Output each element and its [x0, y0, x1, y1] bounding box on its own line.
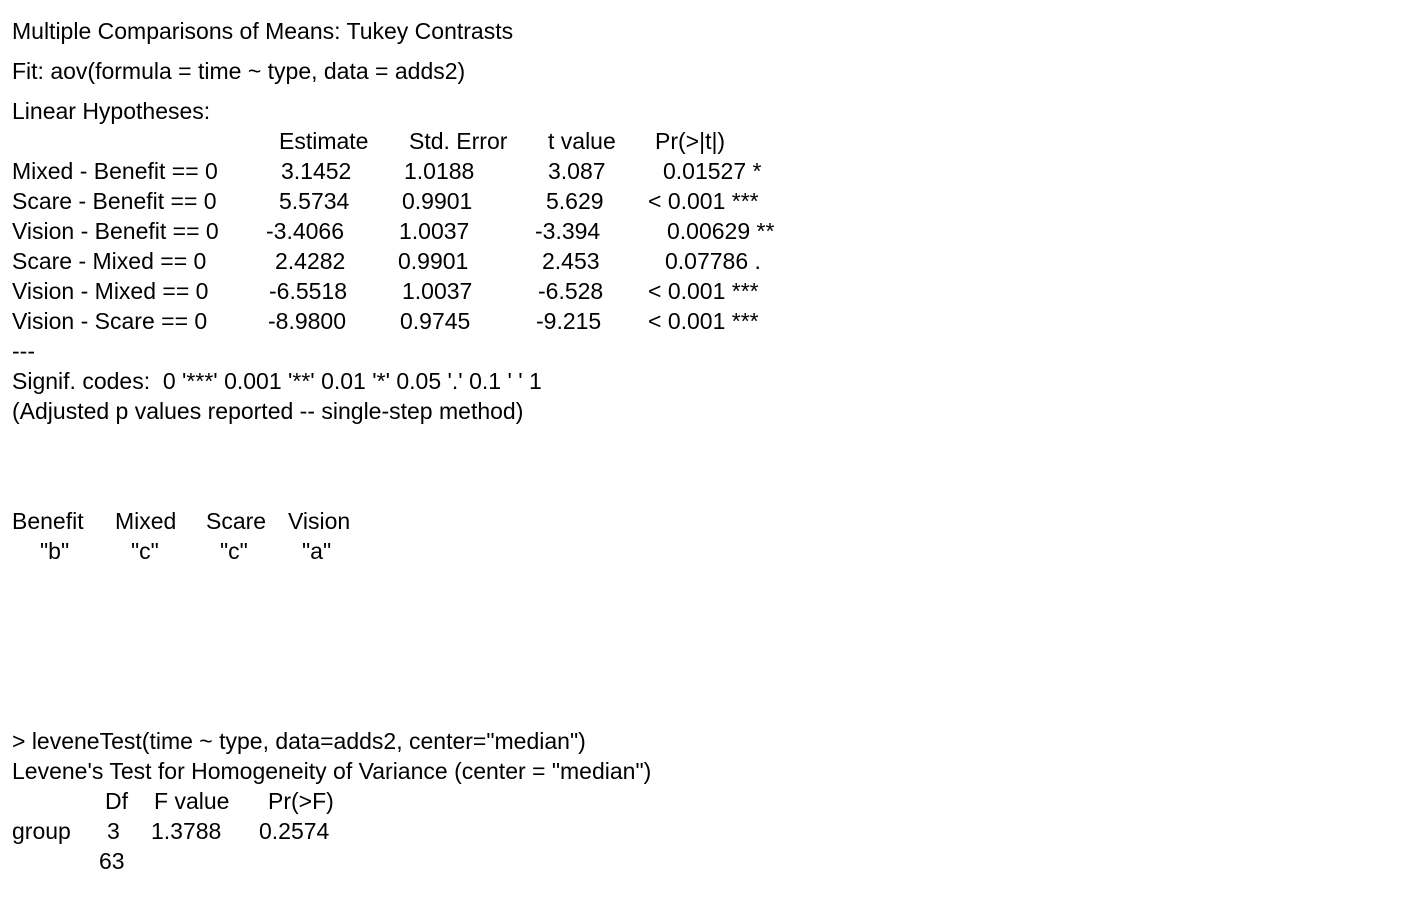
- row-std-error: 1.0188: [404, 158, 475, 184]
- separator: ---: [12, 338, 35, 364]
- tukey-title: Multiple Comparisons of Means: Tukey Contrasts: [12, 18, 514, 44]
- row-std-error: 0.9901: [402, 188, 473, 214]
- levene-group-p-value: 0.2574: [259, 818, 330, 844]
- linear-hypotheses-label: Linear Hypotheses:: [12, 98, 211, 124]
- row-estimate: -8.9800: [268, 308, 347, 334]
- levene-group-label: group: [12, 818, 71, 844]
- levene-title: Levene's Test for Homogeneity of Variance (center = "median"): [12, 758, 652, 784]
- row-t-value: 2.453: [542, 248, 600, 274]
- levene-group-f-value: 1.3788: [151, 818, 222, 844]
- group-name: Scare: [206, 508, 267, 534]
- levene-header-df: Df: [105, 788, 128, 814]
- group-letter: "c": [220, 538, 248, 564]
- row-label: Vision - Benefit == 0: [12, 218, 219, 244]
- levene-header-p-value: Pr(>F): [268, 788, 334, 814]
- row-std-error: 1.0037: [402, 278, 473, 304]
- row-label: Scare - Mixed == 0: [12, 248, 207, 274]
- group-name: Benefit: [12, 508, 84, 534]
- levene-residual-df: 63: [99, 848, 125, 874]
- row-std-error: 0.9901: [398, 248, 469, 274]
- group-name: Vision: [288, 508, 351, 534]
- row-p-value: < 0.001 ***: [648, 188, 759, 214]
- signif-codes: Signif. codes: 0 '***' 0.001 '**' 0.01 '*' 0.05 '.' 0.1 ' ' 1: [12, 368, 542, 394]
- header-t-value: t value: [548, 128, 616, 154]
- row-t-value: 5.629: [546, 188, 604, 214]
- header-p-value: Pr(>|t|): [655, 128, 726, 154]
- header-estimate: Estimate: [279, 128, 369, 154]
- row-t-value: -3.394: [535, 218, 601, 244]
- row-t-value: 3.087: [548, 158, 606, 184]
- row-std-error: 0.9745: [400, 308, 471, 334]
- tukey-fit-formula: Fit: aov(formula = time ~ type, data = adds2): [12, 58, 466, 84]
- row-label: Mixed - Benefit == 0: [12, 158, 218, 184]
- row-estimate: -3.4066: [266, 218, 345, 244]
- group-letter: "c": [131, 538, 159, 564]
- row-p-value: < 0.001 ***: [648, 278, 759, 304]
- group-letter: "a": [302, 538, 332, 564]
- row-label: Scare - Benefit == 0: [12, 188, 217, 214]
- row-t-value: -9.215: [536, 308, 602, 334]
- row-label: Vision - Mixed == 0: [12, 278, 209, 304]
- row-p-value: 0.01527 *: [663, 158, 762, 184]
- row-p-value: < 0.001 ***: [648, 308, 759, 334]
- group-letter: "b": [40, 538, 70, 564]
- row-p-value: 0.00629 **: [667, 218, 775, 244]
- row-estimate: -6.5518: [269, 278, 348, 304]
- row-label: Vision - Scare == 0: [12, 308, 208, 334]
- row-std-error: 1.0037: [399, 218, 470, 244]
- row-estimate: 3.1452: [281, 158, 352, 184]
- levene-command: > leveneTest(time ~ type, data=adds2, center="median"): [12, 728, 586, 754]
- row-estimate: 2.4282: [275, 248, 346, 274]
- header-std-error: Std. Error: [409, 128, 508, 154]
- row-t-value: -6.528: [538, 278, 604, 304]
- row-estimate: 5.5734: [279, 188, 350, 214]
- adjusted-note: (Adjusted p values reported -- single-step method): [12, 398, 524, 424]
- group-name: Mixed: [115, 508, 177, 534]
- levene-header-f-value: F value: [154, 788, 230, 814]
- levene-group-df: 3: [107, 818, 120, 844]
- row-p-value: 0.07786 .: [665, 248, 761, 274]
